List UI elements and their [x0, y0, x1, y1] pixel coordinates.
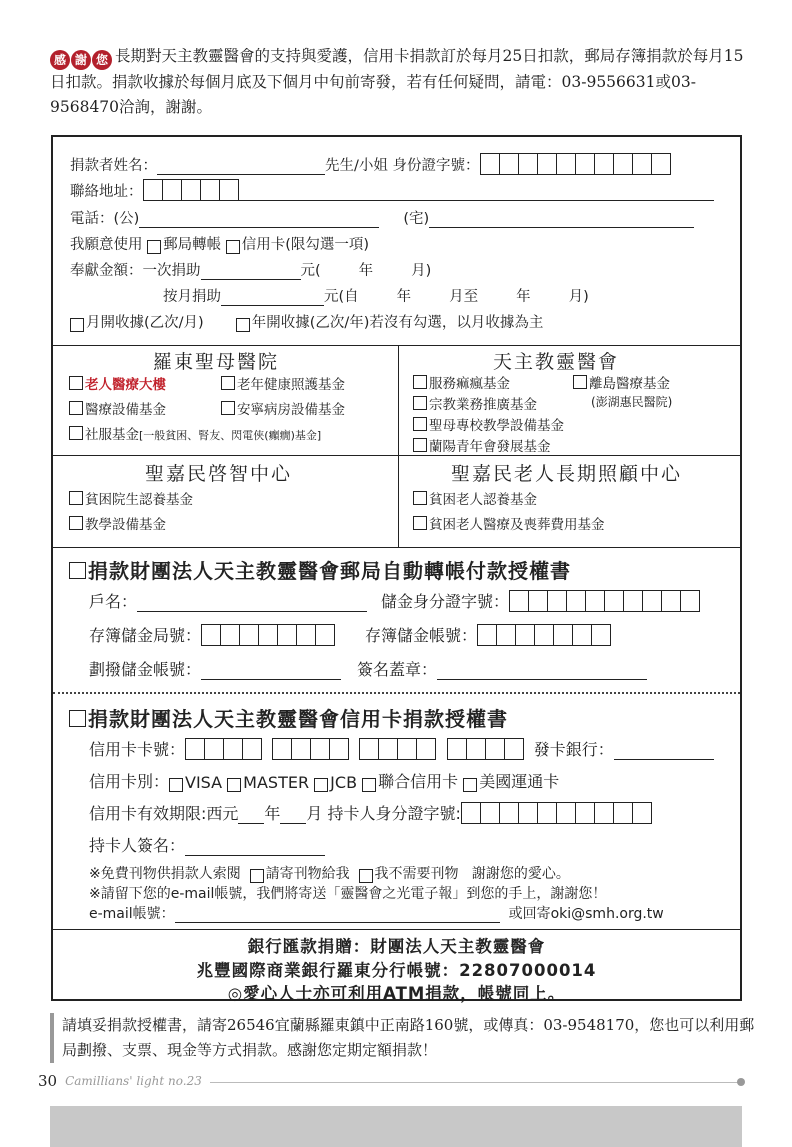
issuer-field[interactable] [614, 743, 714, 760]
postal-auth-checkbox[interactable] [69, 562, 86, 579]
holder-signature-field[interactable] [185, 839, 325, 856]
postal-code-boxes[interactable] [143, 179, 239, 201]
expiry-year-field[interactable] [238, 807, 264, 824]
card-auth-checkbox[interactable] [69, 710, 86, 727]
fund-note: (澎湖惠民醫院) [591, 395, 673, 409]
one-time-amount-field[interactable] [201, 263, 301, 280]
fund-option[interactable]: 教學設備基金 [69, 513, 166, 533]
depositor-id-boxes[interactable] [509, 590, 700, 612]
bank-line-1: 銀行匯款捐贈：財團法人天主教靈醫會 [247, 937, 546, 956]
card-auth-title: 捐款財團法人天主教靈醫會信用卡捐款授權書 [69, 703, 508, 732]
fund-option[interactable]: 貧困老人醫療及喪葬費用基金 [413, 513, 605, 533]
method-row: 我願意使用 郵局轉帳 信用卡(限勾選一項) [70, 237, 370, 253]
page-footer [38, 1072, 202, 1090]
fund-option[interactable]: 老年健康照護基金 [221, 373, 345, 393]
email-row: e-mail帳號： 或回寄oki@smh.org.tw [89, 906, 664, 922]
divider [53, 547, 740, 548]
divider [53, 455, 740, 456]
bottom-bar [50, 1106, 742, 1147]
divider [53, 692, 740, 694]
card-number-boxes[interactable] [185, 738, 262, 760]
intro-paragraph [50, 44, 750, 120]
magazine-name: Camillians' light no.23 [65, 1074, 202, 1088]
signature-field[interactable] [437, 663, 647, 680]
footer-rule [210, 1082, 740, 1083]
no-magazine-checkbox[interactable] [359, 869, 373, 883]
mailing-note: 請填妥捐款授權書，請寄26546宜蘭縣羅東鎮中正南路160號，或傳真：03-9548170，您也可以利用郵局劃撥、支票、現金等方式捐款。感謝您定期定額捐款！ [50, 1013, 762, 1063]
monthly-row: 按月捐助 元(自 年 月至 年 月) [163, 289, 589, 305]
magazine-row: ※免費刊物供捐款人索閱 請寄刊物給我 我不需要刊物 謝謝您的愛心。 [89, 866, 570, 882]
postal-row-2: 存簿儲金局號： 存簿儲金帳號： [89, 623, 611, 646]
monthly-receipt-checkbox[interactable] [70, 318, 84, 332]
holder-id-boxes[interactable] [461, 802, 652, 824]
expiry-month-field[interactable] [280, 807, 306, 824]
org-title-stgerard: 聖嘉民啓智中心 [145, 463, 293, 485]
postal-transfer-checkbox[interactable] [147, 240, 161, 254]
page-number: 30 [38, 1072, 58, 1090]
fund-option[interactable]: 社服基金[一般貧困、腎友、閃電俠(癲癇)基金] [69, 423, 321, 443]
fund-option[interactable]: 服務痲瘋基金 [413, 372, 510, 392]
account-name-field[interactable] [137, 595, 367, 612]
postal-auth-title: 捐款財團法人天主教靈醫會郵局自動轉帳付款授權書 [69, 555, 571, 584]
office-no-boxes[interactable] [201, 624, 335, 646]
postal-row-3: 劃撥儲金帳號： 簽名蓋章： [89, 657, 647, 680]
visa-checkbox[interactable] [169, 778, 183, 792]
amex-checkbox[interactable] [463, 778, 477, 792]
fund-option[interactable]: 醫療設備基金 [69, 398, 166, 418]
intro-text: 長期對天主教靈醫會的支持與愛護，信用卡捐款訂於每月25日扣款，郵局存簿捐款於每月15日扣款。捐款收據於每個月底及下個月中旬前寄發，若有任何疑問，請電：03-9556631或03-9568470洽詢，謝謝。 [50, 47, 744, 116]
card-expiry-row: 信用卡有效期限:西元 年 月 持卡人身分證字號: [89, 801, 652, 824]
address-row: 聯絡地址： [70, 179, 714, 201]
fund-option[interactable]: 安寧病房設備基金 [221, 398, 345, 418]
address-field[interactable] [239, 184, 714, 201]
divider [398, 345, 399, 548]
yearly-receipt-checkbox[interactable] [236, 318, 250, 332]
holder-sign-row: 持卡人簽名： [89, 833, 325, 856]
email-note: ※請留下您的e-mail帳號，我們將寄送「靈醫會之光電子報」到您的手上，謝謝您！ [89, 886, 607, 902]
org-title-lotung: 羅東聖母醫院 [153, 351, 280, 373]
donor-name-field[interactable] [157, 158, 325, 175]
card-number-boxes[interactable] [272, 738, 349, 760]
bank-line-2: 兆豐國際商業銀行羅東分行帳號：22807000014 [196, 961, 597, 980]
fund-option[interactable]: 蘭陽青年會發展基金 [413, 435, 551, 455]
divider [53, 345, 740, 346]
thanks-badge: 感 謝 您 [50, 50, 112, 70]
credit-card-checkbox[interactable] [226, 240, 240, 254]
fund-option[interactable]: 老人醫療大樓 [69, 373, 166, 393]
fund-option[interactable]: 貧困院生認養基金 [69, 488, 193, 508]
card-number-row: 信用卡卡號： 發卡銀行： [89, 737, 714, 760]
org-title-camillian: 天主教靈醫會 [493, 351, 620, 373]
donation-form [51, 135, 742, 1001]
union-card-checkbox[interactable] [362, 778, 376, 792]
fund-option[interactable]: 貧困老人認養基金 [413, 488, 537, 508]
bank-line-3: ◎愛心人士亦可利用ATM捐款，帳號同上。 [227, 984, 566, 1003]
card-number-boxes[interactable] [359, 738, 436, 760]
card-number-boxes[interactable] [447, 738, 524, 760]
divider [53, 929, 740, 930]
send-magazine-checkbox[interactable] [250, 869, 264, 883]
account-no-boxes[interactable] [477, 624, 611, 646]
card-type-row: 信用卡別： VISA MASTER JCB 聯合信用卡 美國運通卡 [89, 772, 560, 792]
postal-row-1: 戶名： 儲金身分證字號： [89, 589, 700, 612]
donor-name-row: 捐款者姓名： 先生/小姐 身份證字號： [70, 153, 671, 175]
home-phone-field[interactable] [429, 211, 694, 228]
donor-id-boxes[interactable] [480, 153, 671, 175]
fund-option[interactable]: 離島醫療基金 [573, 372, 670, 392]
email-field[interactable] [175, 906, 500, 923]
transfer-no-field[interactable] [201, 663, 341, 680]
monthly-amount-field[interactable] [221, 289, 324, 306]
office-phone-field[interactable] [139, 211, 379, 228]
org-title-elderly: 聖嘉民老人長期照顧中心 [451, 463, 683, 485]
footer-dot-icon [737, 1078, 745, 1086]
fund-option[interactable]: 宗教業務推廣基金 [413, 393, 537, 413]
phone-row: 電話：(公) (宅) [70, 207, 694, 228]
master-checkbox[interactable] [227, 778, 241, 792]
fund-option[interactable]: 聖母專校教學設備基金 [413, 414, 564, 434]
jcb-checkbox[interactable] [314, 778, 328, 792]
receipt-row: 月開收據(乙次/月) 年開收據(乙次/年)若沒有勾選，以月收據為主 [70, 311, 543, 332]
one-time-row: 奉獻金額：一次捐助 元( 年 月) [70, 263, 432, 279]
